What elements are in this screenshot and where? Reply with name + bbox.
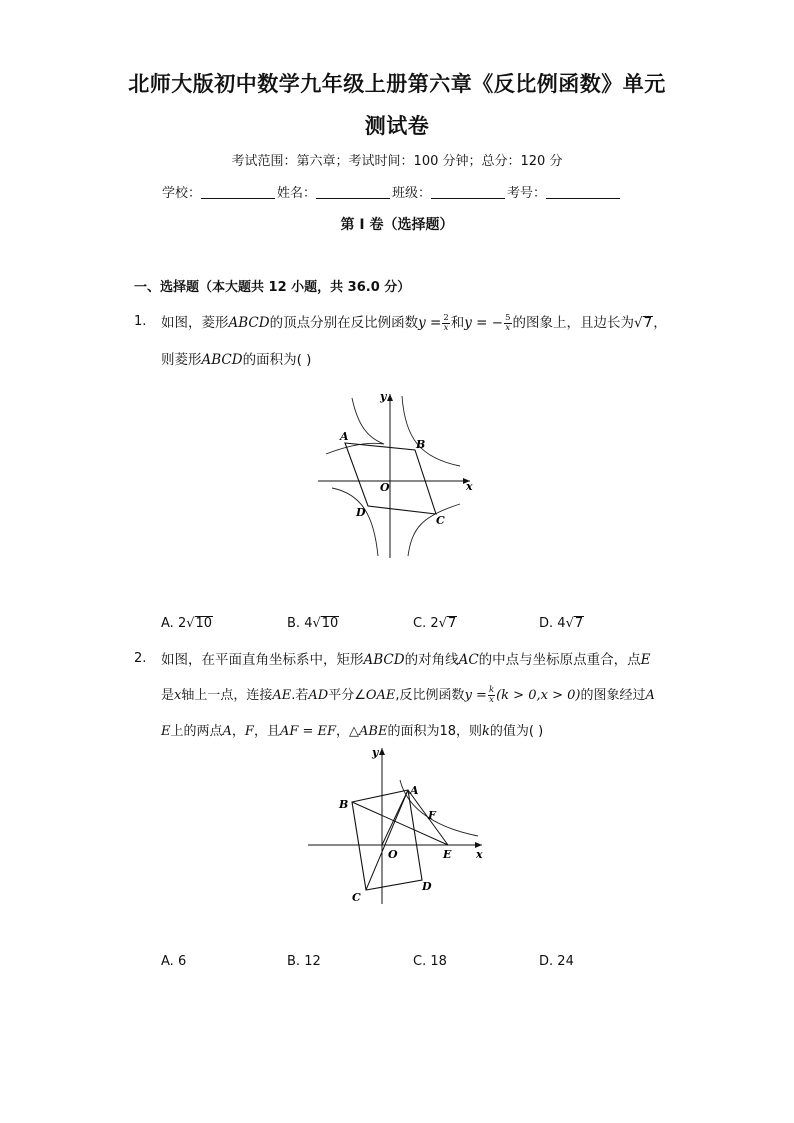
option-letter: D. (539, 954, 554, 969)
q2-a: A (645, 688, 655, 703)
school-blank (201, 185, 275, 199)
q1-side: 7 (643, 315, 653, 331)
q2-frac-den: x (489, 695, 494, 705)
q2-line2-b: 轴上一点，连接 (181, 688, 273, 703)
q1-text-d: ， (653, 315, 667, 331)
q1-frac1-num: 2 (443, 312, 449, 323)
option-value: 24 (557, 954, 574, 969)
option-value: 18 (430, 954, 447, 969)
q2-af-ef: AF = EF (279, 724, 337, 739)
number-label: 考号： (507, 186, 547, 201)
option-value: 6 (177, 954, 187, 969)
q2-option-d[interactable] (539, 954, 574, 969)
option-letter: B. (287, 616, 301, 631)
q2-option-a[interactable] (161, 954, 186, 969)
option-letter: C. (413, 954, 427, 969)
q2-ac: AC (458, 652, 479, 668)
option-letter: C. (413, 616, 427, 631)
q2-abe: ABE (359, 724, 388, 739)
q2-text: 如图，在平面直角坐标系中，矩形 (161, 652, 364, 668)
q2-oae: OAE (365, 688, 396, 703)
q2-line2-f: 的图象经过 (580, 688, 646, 703)
label-y: y (372, 746, 379, 759)
option-letter: B. (287, 954, 301, 969)
q1-text: 如图，菱形 (161, 315, 229, 331)
q1-option-c[interactable]: C. 2√7 (413, 616, 457, 631)
q2-line3-d: 的面积为18，则 (387, 724, 483, 739)
q2-line3-a: 上的两点 (170, 724, 223, 739)
page-title: 北师大版初中数学九年级上册第六章《反比例函数》单元 (128, 72, 666, 96)
question-2-line-2 (161, 684, 655, 705)
class-label: 班级： (392, 186, 432, 201)
option-radicand: 7 (447, 616, 457, 631)
q2-text-c: 的中点与坐标原点重合，点 (478, 652, 641, 668)
q1-frac1-den: x (443, 322, 449, 333)
q2-text-b: 的对角线 (404, 652, 459, 668)
q2-line3-b: ，且 (253, 724, 280, 739)
q2-x: x (174, 688, 182, 703)
q1-line2-b: 的面积为( ) (242, 352, 312, 368)
q2-option-b[interactable] (287, 954, 321, 969)
label-f: F (428, 809, 436, 822)
label-e: E (443, 848, 452, 861)
q2-line2-a: 是 (161, 688, 175, 703)
q2-option-c[interactable] (413, 954, 447, 969)
q1-and: 和 (450, 315, 465, 331)
q2-e-2: E (161, 724, 171, 739)
question-1-number: 1. (134, 314, 147, 329)
q2-abcd: ABCD (363, 652, 405, 668)
option-letter: A. (161, 616, 174, 631)
option-letter: D. (539, 616, 554, 631)
curve-upper-right (402, 396, 460, 466)
q1-y-eq: y = (418, 315, 442, 331)
q2-comma: ， (231, 724, 245, 739)
question-2-line-1 (161, 648, 651, 668)
option-radicand: 10 (321, 616, 339, 631)
question-1-line-2 (161, 348, 311, 368)
q2-line3-c: ，△ (336, 724, 360, 739)
q2-fraction (488, 686, 495, 705)
q1-fraction-1 (442, 314, 449, 333)
q1-option-a[interactable]: A. 2√10 (161, 616, 213, 631)
option-coef: 4 (304, 616, 313, 631)
option-radicand: 10 (195, 616, 213, 631)
label-b: B (339, 798, 349, 811)
name-blank (316, 185, 390, 199)
q2-frac-num: k (488, 685, 495, 695)
q2-line2-d: 平分∠ (328, 688, 366, 703)
label-d: D (422, 880, 432, 893)
label-c: C (352, 891, 361, 904)
label-y: y (380, 390, 387, 403)
q1-option-d[interactable]: D. 4√7 (539, 616, 584, 631)
volume-heading: 第 I 卷（选择题） (340, 217, 454, 233)
student-fields (162, 182, 622, 201)
q2-e: E (640, 652, 651, 668)
label-o: O (388, 848, 398, 861)
option-letter: A. (161, 954, 174, 969)
question-1-figure (310, 388, 480, 560)
q1-option-b[interactable]: B. 4√10 (287, 616, 339, 631)
q2-f: F (244, 724, 254, 739)
school-label: 学校： (162, 186, 202, 201)
question-2-line-3 (161, 720, 543, 739)
option-coef: 4 (557, 616, 566, 631)
q1-text-c: 的图象上，且边长为 (512, 315, 634, 331)
q1-frac2-den: x (505, 322, 511, 333)
label-d: D (356, 506, 366, 519)
q2-ae: AE (272, 688, 292, 703)
label-x: x (476, 848, 483, 861)
q2-line3-e: 的值为( ) (489, 724, 544, 739)
label-c: C (436, 514, 445, 527)
q1-abcd-2: ABCD (201, 352, 243, 368)
q1-text-b: 的顶点分别在反比例函数 (269, 315, 419, 331)
q2-k: k (482, 724, 490, 739)
q1-sqrt-sign: √ (634, 315, 643, 331)
q1-line2-a: 则菱形 (161, 352, 202, 368)
q2-y-eq: y = (464, 688, 487, 703)
q1-frac2-num: 5 (505, 312, 511, 323)
class-blank (431, 185, 505, 199)
question-2-figure (302, 744, 502, 910)
section-heading: 一、选择题（本大题共 12 小题，共 36.0 分） (134, 280, 411, 295)
option-radicand: 7 (574, 616, 584, 631)
question-2-number: 2. (134, 651, 147, 666)
option-coef: 2 (177, 616, 187, 631)
y-axis-arrow (379, 748, 385, 755)
exam-info: 考试范围：第六章；考试时间：100 分钟；总分：120 分 (231, 154, 563, 169)
page-title-continued: 测试卷 (364, 114, 430, 138)
diagonal-ac (366, 790, 408, 890)
number-blank (546, 185, 620, 199)
question-1-line-1 (161, 311, 667, 333)
option-value: 12 (304, 954, 321, 969)
q2-cond: (k > 0,x > 0) (496, 688, 581, 703)
option-coef: 2 (430, 616, 439, 631)
q2-a2: A (222, 724, 232, 739)
y-axis-arrow (387, 394, 393, 401)
label-o: O (380, 481, 390, 494)
label-a: A (340, 430, 349, 443)
q1-y-eq-2: y = − (464, 315, 504, 331)
label-b: B (416, 438, 426, 451)
q1-abcd: ABCD (228, 315, 270, 331)
q2-line2-c: .若 (291, 688, 309, 703)
q2-ad: AD (308, 688, 329, 703)
q1-fraction-2 (504, 314, 511, 333)
name-label: 姓名： (277, 186, 317, 201)
curve-lower-left (332, 488, 378, 556)
label-a: A (410, 784, 419, 797)
q2-line2-e: ,反比例函数 (395, 688, 465, 703)
label-x: x (466, 480, 473, 493)
